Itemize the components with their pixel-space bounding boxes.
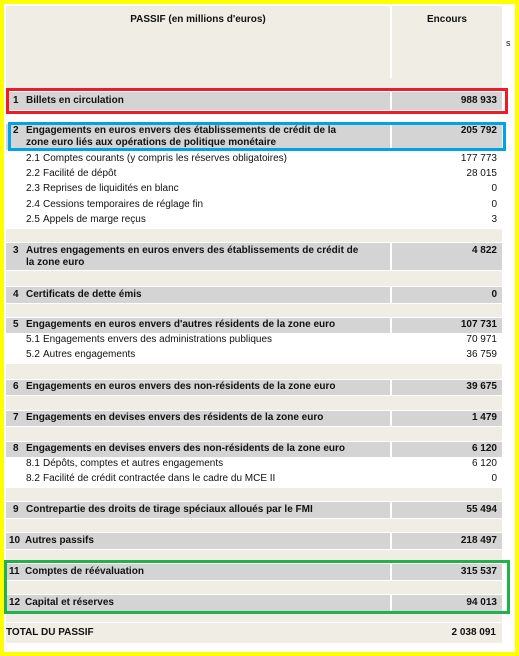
row-value: 70 971 [466, 334, 497, 345]
row-label-line1: Autres engagements en euros envers des établissements de crédit de [26, 245, 359, 256]
row-label: Engagements en devises envers des résidents de la zone euro [26, 412, 324, 423]
row-label: Engagements en euros envers des non-résidents de la zone euro [26, 381, 336, 392]
table-row [6, 442, 502, 457]
table-row [6, 533, 502, 549]
row-number: 2.3 [26, 183, 40, 194]
separator-band [6, 427, 502, 441]
total-value: 2 038 091 [451, 627, 496, 638]
row-value: 177 773 [460, 153, 497, 164]
row-number: 3 [13, 245, 19, 256]
separator-band [6, 364, 502, 379]
row-number: 12 [9, 597, 21, 608]
table-row [6, 380, 502, 395]
table-row [6, 152, 502, 167]
row-label: Engagements en devises envers des non-résidents de la zone euro [26, 443, 345, 454]
table-row [6, 502, 502, 518]
row-number: 9 [13, 504, 19, 515]
table-row [6, 287, 502, 303]
row-number: 2.1 [26, 153, 40, 164]
row-label: Autres passifs [25, 535, 94, 546]
row-number: 4 [13, 289, 19, 300]
row-value: 3 [491, 214, 497, 225]
header-value: Encours [426, 14, 467, 25]
row-value: 55 494 [466, 504, 497, 515]
row-value: 315 537 [460, 566, 497, 577]
row-label: Facilité de dépôt [43, 168, 117, 179]
row-label: Comptes courants (y compris les réserves obligatoires) [43, 153, 287, 164]
row-value: 0 [491, 183, 497, 194]
row-value: 39 675 [466, 381, 497, 392]
row-label-line2: la zone euro [26, 257, 85, 268]
row-label-line2: zone euro liés aux opérations de politique monétaire [26, 137, 277, 148]
row-label: Capital et réserves [25, 597, 114, 608]
table-row [6, 318, 502, 333]
row-value: 94 013 [466, 597, 497, 608]
table-row [6, 457, 502, 472]
row-number: 8.1 [26, 458, 40, 469]
red-highlight-box [6, 88, 508, 114]
row-value: 0 [491, 289, 497, 300]
separator-band [6, 396, 502, 410]
blue-highlight-box [8, 122, 506, 151]
row-number: 8.2 [26, 473, 40, 484]
row-value: 6 120 [471, 458, 497, 469]
row-label: Billets en circulation [26, 95, 124, 106]
separator-band [6, 78, 502, 88]
row-number: 8 [13, 443, 19, 454]
row-label: Autres engagements [43, 349, 136, 360]
row-number: 2.4 [26, 199, 40, 210]
row-label: Dépôts, comptes et autres engagements [43, 458, 224, 469]
row-value: 4 822 [471, 245, 497, 256]
separator-band [6, 519, 502, 532]
row-value: 28 015 [466, 168, 497, 179]
row-label: Certificats de dette émis [26, 289, 142, 300]
row-number: 6 [13, 381, 19, 392]
row-number: 5.2 [26, 349, 40, 360]
table-row [6, 182, 502, 197]
row-number: 2 [13, 125, 19, 136]
table-row [6, 333, 502, 348]
table-row [6, 348, 502, 363]
row-number: 2.2 [26, 168, 40, 179]
row-label: Engagements en euros envers d'autres résidents de la zone euro [26, 319, 336, 330]
row-value: 1 479 [471, 412, 497, 423]
row-number: 1 [13, 95, 19, 106]
row-number: 10 [9, 535, 21, 546]
table-row [6, 213, 502, 228]
header-label-cell [6, 6, 390, 78]
row-label: Reprises de liquidités en blanc [43, 183, 179, 194]
row-value: 107 731 [460, 319, 497, 330]
row-number: 5.1 [26, 334, 40, 345]
row-value: 205 792 [460, 125, 497, 136]
row-number: 7 [13, 412, 19, 423]
row-label: Cessions temporaires de réglage fin [43, 199, 204, 210]
row-label: Comptes de réévaluation [25, 566, 144, 577]
header-label: PASSIF (en millions d'euros) [130, 14, 266, 25]
table-header [6, 6, 502, 78]
row-value: 36 759 [466, 349, 497, 360]
table-row [6, 243, 502, 270]
row-number: 5 [13, 319, 19, 330]
total-label: TOTAL DU PASSIF [6, 627, 94, 638]
table-row [6, 472, 502, 487]
row-label: Facilité de crédit contractée dans le cadre du MCE II [43, 473, 276, 484]
header-value-cell [392, 6, 502, 78]
row-number: 11 [9, 566, 20, 577]
row-value: 988 933 [460, 95, 497, 106]
row-label: Contrepartie des droits de tirage spéciaux alloués par le FMI [26, 504, 313, 515]
row-label-line1: Engagements en euros envers des établissements de crédit de la [26, 125, 337, 136]
separator-band [6, 304, 502, 317]
row-value: 0 [491, 199, 497, 210]
total-row [6, 623, 502, 643]
separator-band [6, 271, 502, 286]
stray-character: s [506, 38, 511, 48]
row-value: 6 120 [471, 443, 497, 454]
table-row [6, 167, 502, 182]
separator-band [6, 229, 502, 242]
row-value: 218 497 [460, 535, 497, 546]
green-highlight-box [4, 560, 510, 614]
row-value: 0 [491, 473, 497, 484]
separator-band [6, 488, 502, 501]
row-number: 2.5 [26, 214, 40, 225]
table-row [6, 198, 502, 213]
table-row [6, 411, 502, 426]
row-label: Appels de marge reçus [43, 214, 146, 225]
row-label: Engagements envers des administrations publiques [43, 334, 273, 345]
